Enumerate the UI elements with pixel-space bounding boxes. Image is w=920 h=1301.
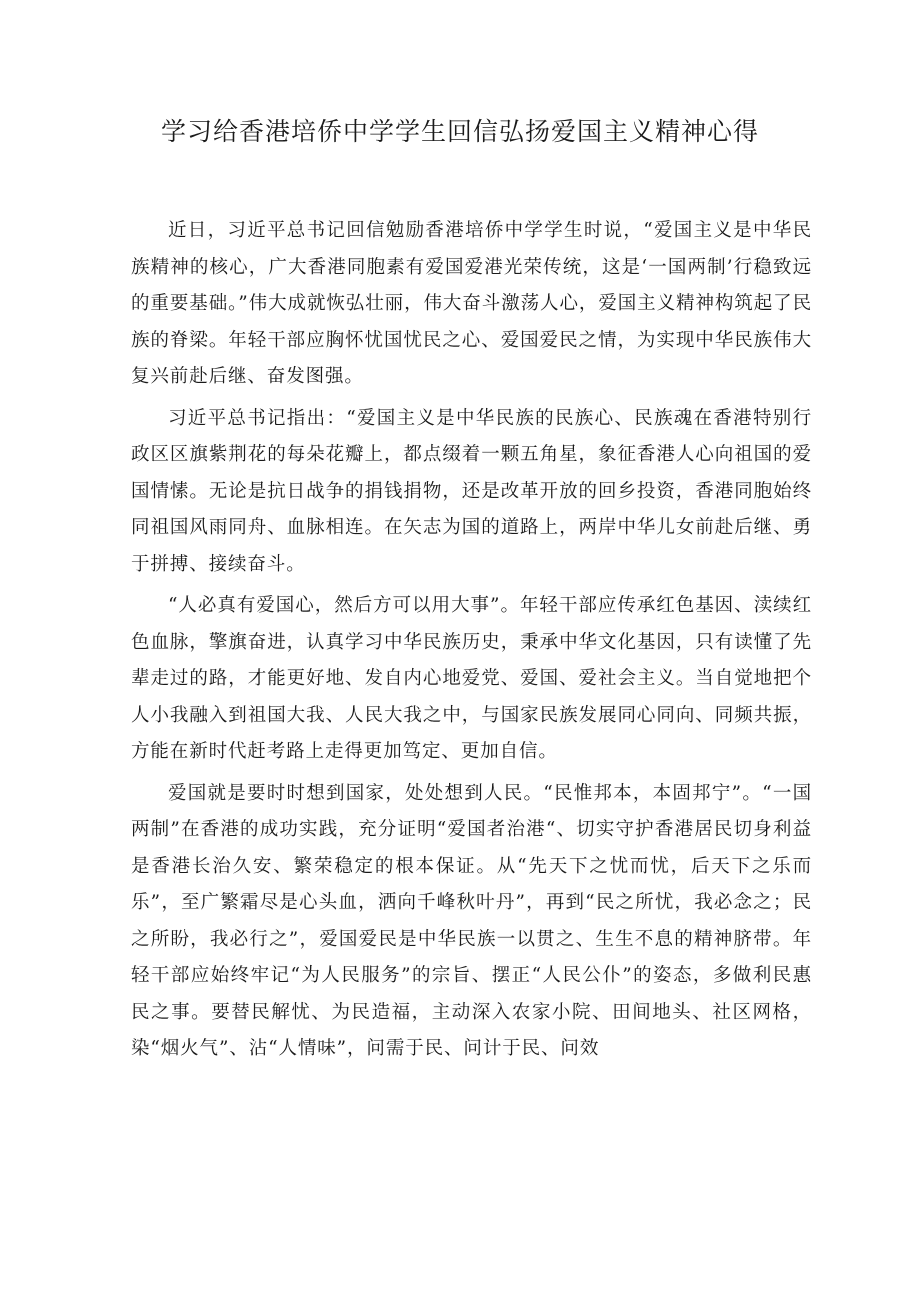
paragraph-4: 爱国就是要时时想到国家，处处想到人民。“民惟邦本，本固邦宁”。“一国两制”在香港的成功实践，充分证明“爱国者治港“、切实守护香港居民切身利益是香港长治久安、繁荣稳定的根本保证。从“先天下之忧而忧，后天下之乐而乐”，至广繁霜尽是心头血，洒向千峰秋叶丹”，再到“民之所忧，我必念之；民之所盼，我必行之”，爱国爱民是中华民族一以贯之、生生不息的精神脐带。年轻干部应始终牢记“为人民服务”的宗旨、摆正“人民公仆”的姿态，多做利民惠民之事。要替民解忧、为民造福，主动深入农家小院、田间地头、社区网格，染“烟火气”、沾“人情味”，问需于民、问计于民、问效	[131, 782, 812, 1059]
document-body	[131, 213, 812, 1068]
paragraph-1: 近日，习近平总书记回信勉励香港培侨中学学生时说，“爱国主义是中华民族精神的核心，广大香港同胞素有爱国爱港光荣传统，这是‘一国两制’行稳致远的重要基础。”伟大成就恢弘壮丽，伟大奋斗激荡人心，爱国主义精神构筑起了民族的脊梁。年轻干部应胸怀忧国忧民之心、爱国爱民之情，为实现中华民族伟大复兴前赴后继、奋发图强。	[131, 220, 812, 387]
document-title: 学习给香港培侨中学学生回信弘扬爱国主义精神心得	[160, 117, 759, 146]
paragraph-3: “人必真有爱国心，然后方可以用大事”。年轻干部应传承红色基因、渎续红色血脉，擎旗奋进，认真学习中华民族历史，秉承中华文化基因，只有读懂了先辈走过的路，才能更好地、发自内心地爱党、爱国、爱社会主义。当自觉地把个人小我融入到祖国大我、人民大我之中，与国家民族发展同心同向、同频共振，方能在新时代赶考路上走得更加笃定、更加自信。	[131, 595, 812, 762]
paragraph-2: 习近平总书记指出：“爱国主义是中华民族的民族心、民族魂在香港特别行政区区旗紫荆花的每朵花瓣上，都点缀着一颗五角星，象征香港人心向祖国的爱国情愫。无论是抗日战争的捐钱捐物，还是改革开放的回乡投资，香港同胞始终同祖国风雨同舟、血脉相连。在矢志为国的道路上，两岸中华儿女前赴后继、勇于拼搏、接续奋斗。	[131, 407, 812, 575]
